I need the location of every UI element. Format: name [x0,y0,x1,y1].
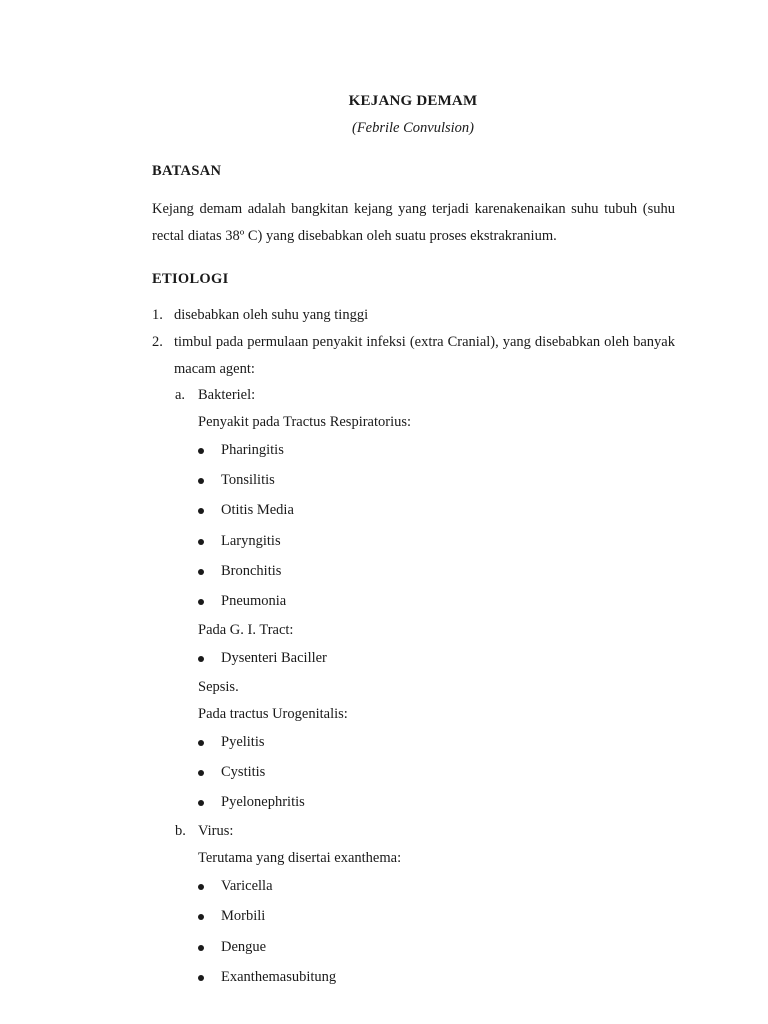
document-title: KEJANG DEMAM [348,93,478,109]
bullet-icon [198,740,204,746]
list-item: Pharingitis [198,442,284,459]
list-item: Bronchitis [198,563,281,580]
bullet-icon [198,569,204,575]
sepsis-line: Sepsis. [198,679,239,695]
respiratorius-label: Penyakit pada Tractus Respiratorius: [198,414,412,430]
bullet-icon [198,770,204,776]
etiologi-item-2 [152,329,675,383]
list-number: 2. [152,334,163,350]
heading-batasan: BATASAN [152,163,222,179]
list-number: 1. [152,307,163,323]
list-item: Laryngitis [198,533,281,550]
list-item: Otitis Media [198,502,294,519]
bullet-icon [198,800,204,806]
sublist-item-bakteriel [175,387,255,404]
list-item: Tonsilitis [198,472,275,489]
bullet-icon [198,599,204,605]
bullet-icon [198,656,204,662]
bullet-icon [198,478,204,484]
sublist-item-virus [175,823,233,840]
list-item: Pyelonephritis [198,794,305,811]
gi-tract-label: Pada G. I. Tract: [198,622,294,638]
list-item: Exanthemasubitung [198,969,336,986]
list-item: Pyelitis [198,734,265,751]
heading-etiologi: ETIOLOGI [152,271,229,287]
bullet-icon [198,975,204,981]
list-item-text: timbul pada permulaan penyakit infeksi (extra Cranial), yang disebabkan oleh banyak macam agent: [174,334,675,377]
sublist-title: Bakteriel: [198,387,256,403]
sublist-letter: b. [175,823,186,839]
exanthema-label: Terutama yang disertai exanthema: [198,850,402,866]
urogenital-label: Pada tractus Urogenitalis: [198,706,348,722]
list-item: Morbili [198,908,265,925]
batasan-paragraph: Kejang demam adalah bangkitan kejang yang terjadi karenakenaikan suhu tubuh (suhu rectal diatas 38º C) yang disebabkan oleh suatu proses ekstrakranium. [152,201,675,244]
bullet-icon [198,884,204,890]
list-item-text: disebabkan oleh suhu yang tinggi [174,307,369,323]
bullet-icon [198,945,204,951]
list-item: Varicella [198,878,273,895]
bullet-icon [198,914,204,920]
sublist-letter: a. [175,387,186,403]
bullet-icon [198,508,204,514]
list-item: Cystitis [198,764,265,781]
bullet-icon [198,448,204,454]
list-item: Pneumonia [198,593,286,610]
list-item: Dysenteri Baciller [198,650,327,667]
bullet-icon [198,539,204,545]
etiologi-item-1 [152,302,675,329]
sublist-title: Virus: [198,823,234,839]
document-subtitle: (Febrile Convulsion) [351,120,475,136]
list-item: Dengue [198,939,266,956]
